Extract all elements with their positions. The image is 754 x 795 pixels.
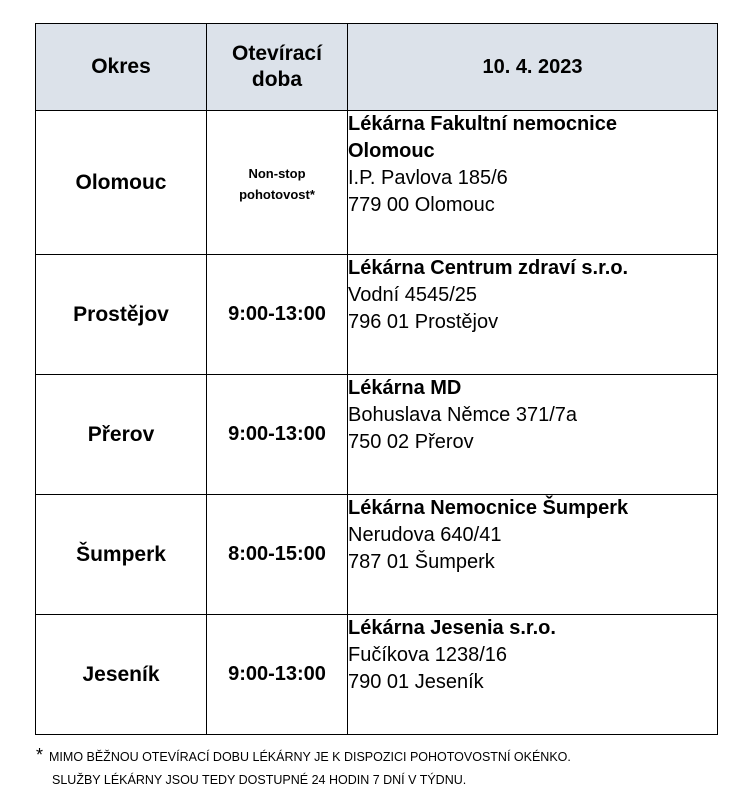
- pharmacy-city: 750 02 Přerov: [348, 431, 474, 453]
- pharmacy-cell: [348, 495, 718, 615]
- header-hours-line1: Otevírací: [232, 42, 322, 65]
- pharmacy-name: Lékárna Nemocnice Šumperk: [348, 497, 629, 519]
- header-opening-hours: [207, 24, 348, 111]
- hours-cell: 9:00-13:00: [207, 375, 348, 495]
- pharmacy-street: Fučíkova 1238/16: [348, 644, 507, 666]
- footnote-asterisk: *: [36, 745, 44, 765]
- pharmacy-street: Nerudova 640/41: [348, 524, 502, 546]
- hours-line1: Non-stop: [248, 165, 306, 181]
- pharmacy-street: I.P. Pavlova 185/6: [348, 167, 508, 189]
- header-date: 10. 4. 2023: [348, 24, 718, 111]
- table-row: [36, 255, 718, 375]
- pharmacy-name: Lékárna Jesenia s.r.o.: [348, 617, 556, 639]
- district-cell: Šumperk: [36, 495, 207, 615]
- table-row: [36, 615, 718, 735]
- district-cell: Přerov: [36, 375, 207, 495]
- pharmacy-cell: [348, 615, 718, 735]
- table-row: [36, 111, 718, 255]
- pharmacy-city: 790 01 Jeseník: [348, 671, 484, 693]
- footnote: [36, 746, 571, 792]
- hours-cell: [207, 111, 348, 255]
- pharmacy-schedule-table: [35, 23, 718, 735]
- pharmacy-street: Vodní 4545/25: [348, 284, 478, 306]
- district-cell: Jeseník: [36, 615, 207, 735]
- footnote-line1: MIMO BĚŽNOU OTEVÍRACÍ DOBU LÉKÁRNY JE K DISPOZICI POHOTOVOSTNÍ OKÉNKO.: [49, 750, 571, 764]
- pharmacy-name-line1: Lékárna Fakultní nemocnice: [348, 113, 617, 135]
- pharmacy-city: 787 01 Šumperk: [348, 551, 495, 573]
- pharmacy-street: Bohuslava Němce 371/7a: [348, 404, 578, 426]
- header-hours-line2: doba: [251, 68, 303, 91]
- district-cell: Prostějov: [36, 255, 207, 375]
- header-district: Okres: [36, 24, 207, 111]
- district-cell: Olomouc: [36, 111, 207, 255]
- hours-line2: pohotovost*: [239, 186, 315, 202]
- pharmacy-city: 779 00 Olomouc: [348, 194, 495, 216]
- table-row: [36, 495, 718, 615]
- pharmacy-name: Lékárna MD: [348, 377, 462, 399]
- pharmacy-name: Lékárna Centrum zdraví s.r.o.: [348, 257, 629, 279]
- table-header-row: [36, 24, 718, 111]
- pharmacy-cell: [348, 375, 718, 495]
- hours-cell: 9:00-13:00: [207, 255, 348, 375]
- hours-cell: 9:00-13:00: [207, 615, 348, 735]
- table-row: [36, 375, 718, 495]
- pharmacy-cell: [348, 111, 718, 255]
- pharmacy-name-line2: Olomouc: [348, 140, 435, 162]
- hours-cell: 8:00-15:00: [207, 495, 348, 615]
- pharmacy-cell: [348, 255, 718, 375]
- pharmacy-city: 796 01 Prostějov: [348, 311, 499, 333]
- footnote-line2: SLUŽBY LÉKÁRNY JSOU TEDY DOSTUPNÉ 24 HODIN 7 DNÍ V TÝDNU.: [52, 773, 467, 787]
